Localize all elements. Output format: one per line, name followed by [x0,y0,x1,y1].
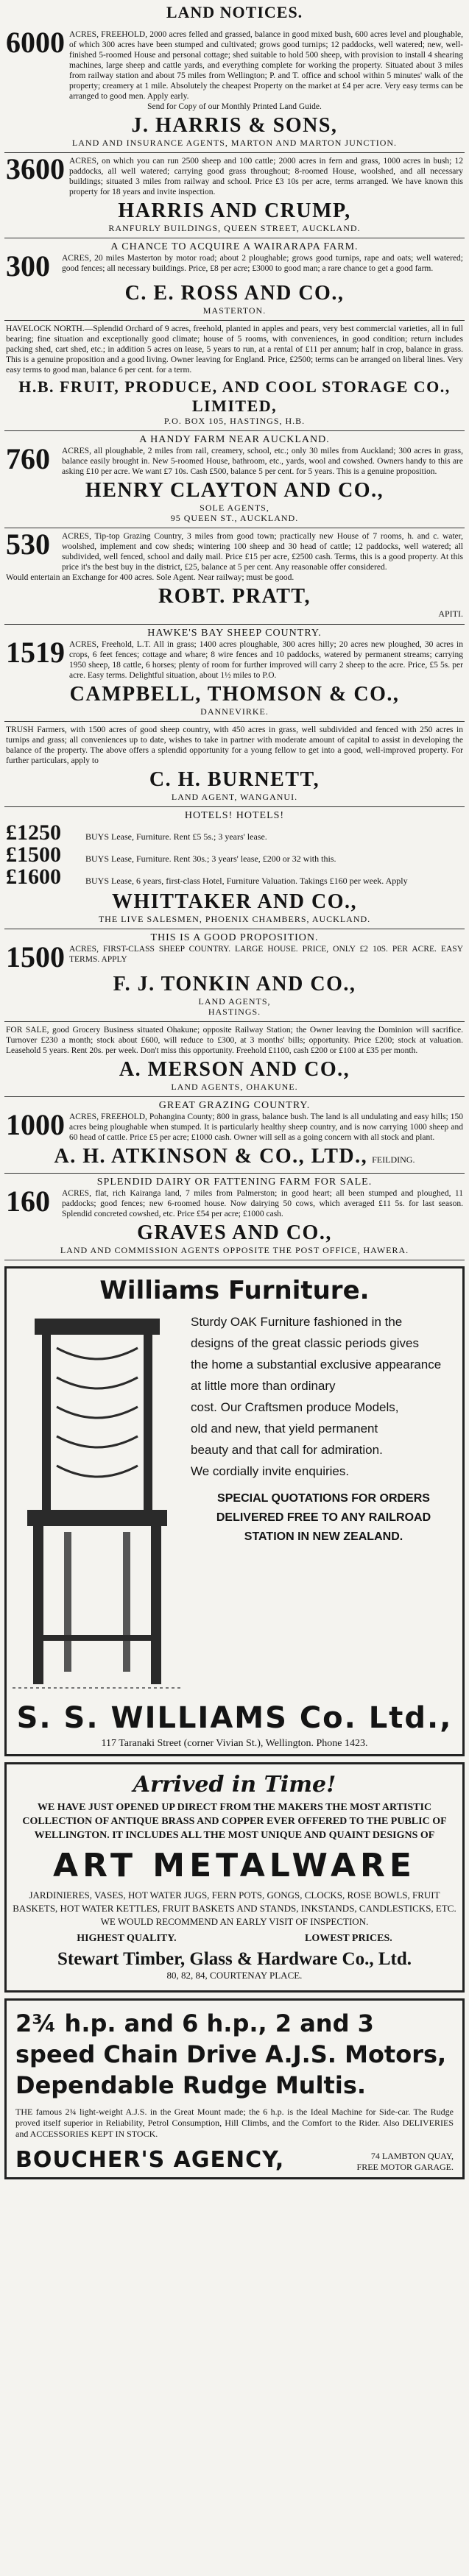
ad-row [6,442,463,477]
newspaper-page [4,0,465,2179]
firm-name: WHITTAKER AND CO., [112,890,357,913]
ad-body: THE famous 2¾ light-weight A.J.S. in the Great Mount made; the 6 h.p. is the Ideal Machine for Side-car. The Rudge proved itself superior in Reliability, Petrol Consumption, Hill Climbs, and the Comfort to the Rider. Also DELIVERIES and ACCESSORIES KEPT IN STOCK. [15,2107,454,2139]
firm-name: H.B. FRUIT, PRODUCE, AND COOL STORAGE CO., LIMITED, [18,377,451,415]
address-line: FREE MOTOR GARAGE. [356,2162,454,2172]
ad-graves [4,1174,465,1260]
firm-address: HASTINGS. [208,1007,261,1017]
company-address: 117 Taranaki Street (corner Vivian St.), Wellington. Phone 1423. [101,1738,368,1749]
firm-name: C. E. ROSS AND CO., [124,282,345,305]
copy-line: the home a substantial exclusive appearance [191,1358,442,1372]
acreage-number: 6000 [6,26,65,59]
firm-address: DANNEVIRKE. [200,706,269,717]
ad-title: Williams Furniture. [99,1276,370,1305]
firm-address: 95 QUEEN ST., AUCKLAND. [170,513,299,523]
firm-name: A. MERSON AND CO., [119,1058,350,1081]
hotel-line [6,866,463,888]
ad-row [6,1108,463,1143]
acreage-number: 530 [6,528,50,561]
special-quotations: SPECIAL QUOTATIONS FOR ORDERS DELIVERED FREE TO ANY RAILROAD STATION IN NEW ZEALAND. [216,1492,431,1543]
ad-text: ACRES, 20 miles Masterton by motor road; about 2 ploughable; grows good turnips, rape and oats; well watered; good fences; all necessary buildings. Price, £8 per acre; £3000 to good man; a rare chance to get a good farm. [62,254,463,273]
section-header: LAND NOTICES. [166,3,303,21]
acreage-number: 760 [6,442,50,475]
firm-name: ROBT. PRATT, [158,585,311,608]
quality-label: HIGHEST QUALITY. [77,1933,177,1944]
ad-row [6,1185,463,1219]
ad-text: ACRES, FREEHOLD, Pohangina County; 800 in grass, balance bush. The land is all undulating and easy hills; 150 acres being ploughable when stumped. It is particularly healthy sheep country, and is now carrying 1000 sheep and 60 head of cattle. Price £5 per acre; £1000 cash. Owner will sell as a going concern with all stock and plant. [69,1113,463,1142]
ad-heading: A HANDY FARM NEAR AUCKLAND. [139,434,330,445]
copy-line: old and new, that yield permanent [191,1422,378,1436]
firm-town: APITI. [438,608,463,619]
ad-row [6,940,463,973]
ad-whittaker-hotels [4,807,465,929]
acreage-number: 1500 [6,940,65,973]
prices-label: LOWEST PRICES. [305,1933,392,1944]
firm-address: MASTERTON. [202,305,267,316]
copy-line: We cordially invite enquiries. [191,1464,350,1478]
ad-heading: HOTELS! HOTELS! [184,810,285,821]
product-list: JARDINIERES, VASES, HOT WATER JUGS, FERN POTS, GONGS, CLOCKS, ROSE BOWLS, FRUIT BASKETS, HOT WATER KETTLES, FRUIT BASKETS AND STANDS, INKSTANDS, CANDLESTICKS, ETC. WE WOULD RECOMMEND AN EARLY VISIT OF INSPECTION. [13,1890,456,1927]
ad-text: ACRES, FIRST-CLASS SHEEP COUNTRY. LARGE HOUSE. PRICE, ONLY £2 10S. PER ACRE. EASY TERMS. APPLY [69,945,463,964]
hotel-price: £1500 [6,842,61,867]
ad-text: ACRES, all ploughable, 2 miles from rail, creamery, school, etc.; only 30 miles from Auckland; 300 acres in grass, balance easily brought in. New 5-roomed House, bathroom, etc., yards, wool and cowshed. Owners handy to this are asking £10 per acre. We want £7 10s. Cash £500, balance 5 per cent. for 5 years. This is a genuine proposition. [62,447,463,476]
ad-text: ACRES, Tip-top Grazing Country, 3 miles from good town; practically new House of 7 rooms, h. and c. water, woolshed, implement and cow sheds; wintering 100 sheep and 30 head of cattle; 12 paddocks, well watered; all subdivided, well fenced, school and daily mail. Price £15 per acre, £2500 cash. Terms, this is a good property. At this price it's the best buy in the district, £25, balance at 5 per cent. Any reasonable offer considered. [62,532,463,572]
ad-clayton [4,431,465,528]
hotel-text: BUYS Lease, Furniture. Rent 30s.; 3 years' lease, £200 or 32 with this. [85,854,336,864]
firm-role: LAND AGENTS, [198,996,271,1007]
company-name: Stewart Timber, Glass & Hardware Co., Ltd. [57,1949,412,1969]
ad-harris-sons [4,26,465,153]
hotel-price: £1250 [6,820,61,845]
ad-row [6,26,463,102]
ad-copy [191,1311,456,1694]
copy-line: Sturdy OAK Furniture fashioned in the [191,1315,403,1329]
ad-body [13,1311,456,1694]
firm-town: FEILDING. [372,1154,415,1165]
ad-row [6,152,463,197]
ad-text: ACRES, FREEHOLD, 2000 acres felled and grassed, balance in good mixed bush, 600 acres level and ploughable, of which 300 acres have been stumped and cultivated; grows good turnips; 12 paddocks, well watered; new, well-finished 5-roomed House and personal cottage; shed suitable to hold 500 sheep, with provision to install 4 shearing machines, large sheep and cattle yards, and everything complete for working the property. Situated about 3 miles from railway station and about 75 miles from Wellington; P. and T. office and school within 5 minutes' walk of the property; creamery at 1 mile. Absolutely the cheapest Property on the market at £4 per acre. Very easy terms can be arranged to good men. Apply early. [69,30,463,101]
ad-campbell [4,625,465,722]
acreage-number: 1000 [6,1108,65,1141]
art-metalware-ad [4,1762,465,1993]
ad-harris-crump [4,153,465,238]
ad-text: ACRES, on which you can run 2500 sheep and 100 cattle; 2000 acres in fern and grass, 1000 acres in bush; 12 paddocks, all well watered; carrying good grass throughout; 8-roomed House, woolshed, and all necessary buildings; situated 3 miles from railway and school. Price £3 10s per acre, terms arranged. We have known this property for 18 years and invite inspection. [69,157,463,196]
firm-name: F. J. TONKIN AND CO., [113,973,356,996]
firm-name: HARRIS AND CRUMP, [118,199,351,222]
firm-name: C. H. BURNETT, [149,768,320,791]
quality-line [13,1933,456,1945]
firm-name: A. H. ATKINSON & CO., LTD., [54,1145,368,1168]
company-address: 80, 82, 84, COURTENAY PLACE. [166,1970,303,1981]
firm-address: LAND AGENTS, OHAKUNE. [171,1082,298,1092]
firm-name: GRAVES AND CO., [137,1221,332,1244]
ad-body: WE HAVE JUST OPENED UP DIRECT FROM THE MAKERS THE MOST ARTISTIC COLLECTION OF ANTIQUE BRASS AND COPPER EVER OFFERED TO THE PUBLIC OF WELLINGTON. IT INCLUDES ALL THE MOST UNIQUE AND QUAINT DESIGNS OF [22,1802,447,1841]
ad-text: TRUSH Farmers, with 1500 acres of good sheep country, with 450 acres in grass, well subdivided and fenced with 250 acres in turnips and grass; all conveniences up to date, wishes to take in partner with moderate amount of capital to assist in developing the balance of the property. The above offers a splendid opportunity for a young fellow to get into a good, well-improved property. For further particulars, apply to [6,725,463,765]
ad-pratt [4,528,465,625]
address-line: 74 LAMBTON QUAY, [370,2151,454,2161]
company-address [357,2151,454,2173]
chair-illustration [13,1311,182,1694]
ad-footer [15,2147,454,2173]
ad-burnett [4,722,465,807]
copy-line: designs of the great classic periods gives [191,1336,419,1350]
ad-row [6,636,463,681]
acreage-number: 3600 [6,152,65,185]
firm-address: THE LIVE SALESMEN, PHOENIX CHAMBERS, AUCKLAND. [98,914,371,924]
firm-line [6,1143,463,1168]
ad-row [6,528,463,572]
firm-address: LAND AND INSURANCE AGENTS, MARTON AND MARTON JUNCTION. [71,138,398,148]
ad-headline: 2¾ h.p. and 6 h.p., 2 and 3 speed Chain Drive A.J.S. Motors, Dependable Rudge Multis. [15,2009,447,2099]
firm-address: LAND AGENT, WANGANUI. [171,792,298,802]
acreage-number: 1519 [6,636,65,669]
copy-line: beauty and that call for admiration. [191,1443,383,1457]
ad-note: Would entertain an Exchange for 400 acres. Sole Agent. Near railway; must be good. [6,573,295,582]
company-name: S. S. WILLIAMS Co. Ltd., [16,1701,453,1735]
hotel-line [6,844,463,866]
ad-tonkin [4,929,465,1022]
ad-text: HAVELOCK NORTH.—Splendid Orchard of 9 acres, freehold, planted in apples and pears, very best commercial varieties, all in full bearing; fine situation and exceptionally good climate; house of 5 rooms, with conveniences, in good condition; return includes packing shed, cart shed, etc.; in addition 5 acres on lease, 5 years to run, at a rental of £11 per annum; half in crop, balance in grass. This is a genuine proposition and a good living. Owner leaving for England. Price, £2500; terms can be arranged on liberal lines. Very easy terms to good man, balance 6 per cent. for a term. [6,324,463,375]
ad-text: FOR SALE, good Grocery Business situated Ohakune; opposite Railway Station; the Owner leaving the Dominion will sacrifice. Turnover £230 a month; stock about £600, will reduce to £300, at 3 months' bills; opportunity. Price £200; stock at valuation. Leasehold 5 years. Rent 20s. per week. Don't miss this opportunity. Freehold £1100, cash £200 or £100 at £35 per month. [6,1026,463,1055]
hotel-text: BUYS Lease, 6 years, first-class Hotel, Furniture Valuation. Takings £160 per week. Apply [85,876,408,886]
ad-heading: THIS IS A GOOD PROPOSITION. [150,932,319,943]
copy-line: cost. Our Craftsmen produce Models, [191,1400,399,1414]
firm-name: CAMPBELL, THOMSON & CO., [69,683,400,706]
ad-heading: A CHANCE TO ACQUIRE A WAIRARAPA FARM. [110,241,359,252]
firm-address: LAND AND COMMISSION AGENTS OPPOSITE THE POST OFFICE, HAWERA. [60,1245,409,1255]
ad-merson [4,1022,465,1097]
ad-text: ACRES, flat, rich Kairanga land, 7 miles from Palmerston; in good heart; all been stumped and ploughed, 11 paddocks; good fences; new 6-roomed house. Now dairying 50 cows, which averaged £11 5s. for last season. Splendid concreted cowshed, etc. Price £54 per acre; £1000 cash. [62,1189,463,1218]
company-name: BOUCHER'S AGENCY, [15,2147,285,2173]
ad-ross [4,238,465,321]
firm-name: J. HARRIS & SONS, [131,114,338,137]
copy-line: at little more than ordinary [191,1379,336,1393]
hotel-line [6,822,463,844]
hotel-price: £1600 [6,865,61,889]
williams-furniture-ad [4,1266,465,1756]
firm-role: SOLE AGENTS, [200,503,269,513]
ad-heading: HAWKE'S BAY SHEEP COUNTRY. [147,628,322,639]
ad-hb-fruit [4,321,465,431]
ad-title: Arrived in Time! [133,1772,336,1798]
boucher-motors-ad [4,1998,465,2179]
ad-heading: SPLENDID DAIRY OR FATTENING FARM FOR SALE. [96,1177,373,1188]
acreage-number: 300 [6,249,50,283]
ad-headline: ART METALWARE [53,1847,416,1884]
ad-row [6,249,463,283]
ad-note: Send for Copy of our Monthly Printed Land Guide. [147,102,322,111]
acreage-number: 160 [6,1185,50,1218]
ad-atkinson [4,1097,465,1174]
hotel-text: BUYS Lease, Furniture. Rent £5 5s.; 3 years' lease. [85,831,267,842]
firm-address: P.O. BOX 105, HASTINGS, H.B. [163,416,306,426]
firm-address: RANFURLY BUILDINGS, QUEEN STREET, AUCKLAND. [108,223,361,233]
firm-name: HENRY CLAYTON AND CO., [85,479,384,502]
ad-heading: GREAT GRAZING COUNTRY. [158,1100,311,1111]
ad-text: ACRES, Freehold, L.T. All in grass; 1400 acres ploughable, 300 acres hilly; 20 acres new ploughed, 30 acres in crops, 6 feet fences; cottage and whare; 8 wire fences and 10 paddocks, watered by permanent streams; carrying 1950 sheep, 18 cattle, 6 horses; plenty of room for further improved will carry 2 sheep to the acre. Price, £5 5s. per acre. Easy terms. Delightful situation, about 1½ miles to P.O. [69,640,463,680]
